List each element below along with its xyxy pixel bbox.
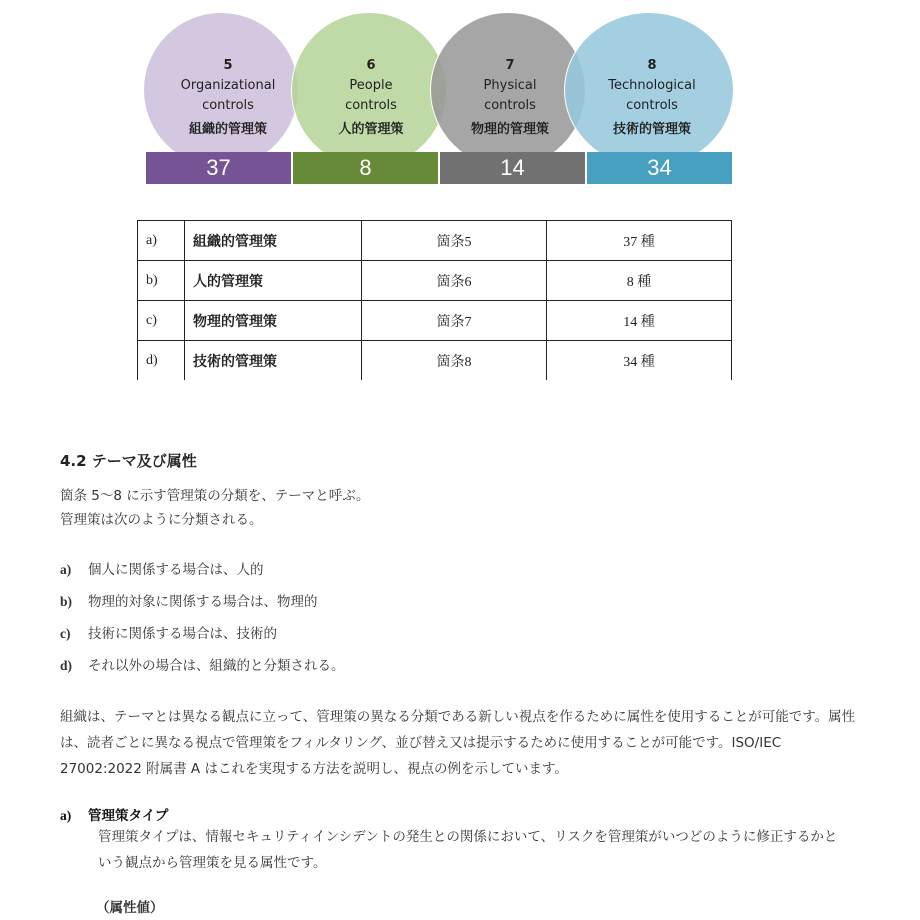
list-text: 物理的対象に関係する場合は、物理的 [88, 594, 318, 610]
subsection-heading [60, 804, 168, 824]
row-clause: 箇条8 [362, 341, 547, 381]
row-name: 人的管理策 [185, 261, 362, 301]
list-item [60, 590, 318, 610]
label-physical: 7 Physical controls 物理的管理策 [470, 58, 549, 137]
attribute-values-label: （属性値） [96, 900, 164, 916]
list-text: 個人に関係する場合は、人的 [88, 562, 264, 578]
table-row [138, 301, 732, 341]
section-heading: 4.2 テーマ及び属性 [60, 452, 197, 470]
table-row [138, 221, 732, 261]
row-name: 技術的管理策 [185, 341, 362, 381]
row-mark: c) [138, 301, 185, 341]
row-name: 組織的管理策 [185, 221, 362, 261]
row-count: 14 種 [547, 301, 732, 341]
row-clause: 箇条5 [362, 221, 547, 261]
control-summary-table [137, 220, 732, 380]
subsection-marker: a) [60, 808, 72, 823]
label-organizational: 5 Organizational controls 組織的管理策 [180, 58, 276, 137]
attributes-paragraph: 組織は、テーマとは異なる観点に立って、管理策の異なる分類である新しい視点を作るために属性を使用することが可能です。属性は、読者ごとに異なる視点で管理策をフィルタリング、並び替え又は提示するために使用することが可能です。ISO/IEC 27002:2022 附属書 A はこれを実現する方法を説明し、視点の例を示しています。 [60, 709, 856, 777]
list-marker: c) [60, 626, 71, 641]
row-name: 物理的管理策 [185, 301, 362, 341]
list-text: それ以外の場合は、組織的と分類される。 [88, 658, 345, 674]
row-count: 34 種 [547, 341, 732, 381]
list-text: 技術に関係する場合は、技術的 [88, 626, 277, 642]
count-bar-physical: 14 [440, 152, 585, 184]
subsection-body: 管理策タイプは、情報セキュリティインシデントの発生との関係において、リスクを管理策がいつどのように修正するかという観点から管理策を見る属性です。 [98, 829, 838, 871]
row-mark: b) [138, 261, 185, 301]
list-item [60, 654, 345, 674]
count-bar-people: 8 [293, 152, 438, 184]
list-marker: d) [60, 658, 73, 673]
label-people: 6 People controls 人的管理策 [338, 58, 404, 137]
row-clause: 箇条6 [362, 261, 547, 301]
count-bar-technological: 34 [587, 152, 732, 184]
intro-line-1: 箇条 5〜8 に示す管理策の分類を、テーマと呼ぶ。 [60, 488, 370, 504]
intro-line-2: 管理策は次のように分類される。 [60, 512, 263, 528]
label-technological: 8 Technological controls 技術的管理策 [608, 58, 696, 137]
row-count: 8 種 [547, 261, 732, 301]
list-marker: b) [60, 594, 73, 609]
subsection-title: 管理策タイプ [88, 808, 169, 824]
row-count: 37 種 [547, 221, 732, 261]
row-mark: d) [138, 341, 185, 381]
list-item [60, 558, 264, 578]
count-bar-organizational: 37 [146, 152, 291, 184]
table-row [138, 341, 732, 381]
control-themes-figure [0, 0, 920, 200]
row-clause: 箇条7 [362, 301, 547, 341]
row-mark: a) [138, 221, 185, 261]
list-marker: a) [60, 562, 72, 577]
list-item [60, 622, 277, 642]
table-row [138, 261, 732, 301]
